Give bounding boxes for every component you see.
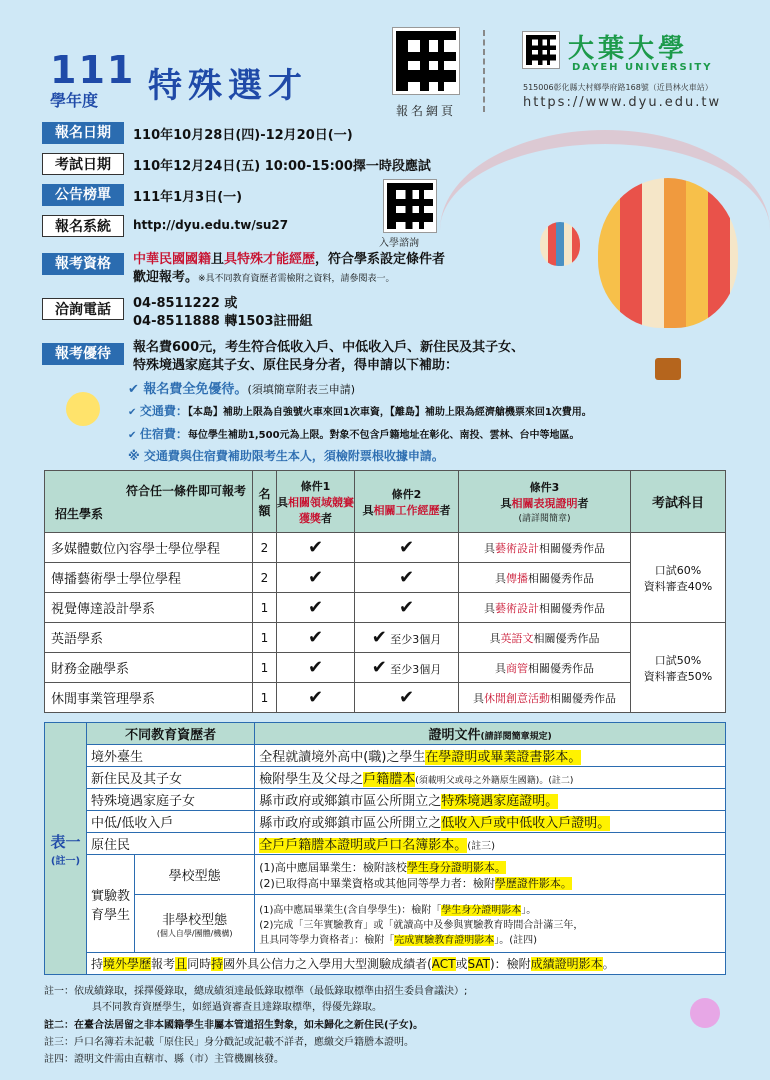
system-label: 報名系統: [42, 215, 124, 237]
condition2-cell: [355, 623, 459, 653]
c3-red: 藝術設計: [495, 601, 539, 615]
doc-highlight: 學歷證件影本。: [494, 876, 572, 890]
benefit-line-2: 特殊境遇家庭其子女、原住民身分者，得申請以下補助：: [133, 358, 459, 373]
condition2-cell: [355, 653, 459, 683]
page-title: 特殊選才: [148, 66, 308, 106]
document-cell: [255, 789, 726, 811]
c3-post: 相關優秀作品: [528, 571, 594, 585]
doc-highlight: 且: [175, 957, 188, 971]
t: 或: [455, 957, 468, 971]
background-cell: 特殊境遇家庭子女: [87, 789, 255, 811]
condition1-red: 相關領域競賽獲獎: [288, 495, 354, 525]
note-2: 註二：在臺合法居留之非本國籍學生非屬本管道招生對象，如未歸化之新住民(子女)。: [44, 1020, 424, 1031]
condition3-header: [459, 471, 631, 533]
registration-qr-code[interactable]: [393, 28, 459, 94]
phone-number-1[interactable]: 04-8511222 或: [133, 296, 238, 311]
c3-red: 傳播: [506, 571, 528, 585]
condition3-title: 條件3: [529, 481, 560, 494]
table-row: [45, 767, 726, 789]
table-row: [45, 855, 726, 895]
doc-highlight: 在學證明或畢業證書影本。: [425, 750, 582, 765]
condition3-red: 相關表現證明: [511, 497, 578, 510]
c3-post: 相關優秀作品: [528, 661, 594, 675]
benefit-fee-text: 報名費全免優待。: [143, 382, 248, 397]
subject-1b: 資料審查40%: [643, 579, 713, 593]
condition2-pre: 具: [362, 503, 374, 517]
dept-quota: 2: [253, 533, 277, 563]
hot-air-balloon-icon: [598, 178, 738, 328]
document-cell: [255, 811, 726, 833]
doc-text: (2)完成「三年實驗教育」或「就讀高中及參與實驗教育時間合計滿三年，: [259, 920, 584, 931]
background-header: 不同教育資歷者: [87, 723, 255, 745]
line-consult-caption: 入學諮詢: [379, 238, 419, 249]
registration-date-value: 110年10月28日(四)-12月20日(一): [133, 128, 353, 143]
doc-highlight: 完成實驗教育證明影本: [394, 935, 495, 946]
document-cell: [255, 833, 726, 855]
c3-red: 藝術設計: [495, 541, 539, 555]
school-type-cell: 學校型態: [135, 855, 255, 895]
check-icon: ✔: [371, 627, 387, 648]
doc-highlight: 特殊境遇家庭證明。: [441, 794, 559, 809]
corner-bottom: 招生學系: [55, 506, 104, 521]
at-least-text: 至少3個月: [390, 663, 442, 676]
condition3-cell: [459, 533, 631, 563]
check-icon: ✔: [355, 683, 459, 713]
benefit-warning: ※ 交通費與住宿費補助限考生本人，須檢附票根收據申請。: [128, 449, 444, 463]
doc-text: 全程就讀境外高中(職)之學生: [259, 750, 426, 765]
announcement-value: 111年1月3日(一): [133, 190, 243, 205]
t: 同時: [187, 957, 212, 971]
registration-date-label: 報名日期: [42, 122, 124, 144]
document-cell: [255, 855, 726, 895]
dept-quota: 1: [253, 683, 277, 713]
qualification-rest: ，符合學系設定條件者: [315, 252, 446, 267]
table-row: [45, 811, 726, 833]
doc-text: 且具同等學力資格者」：檢附「: [259, 935, 395, 946]
corner-header: [45, 471, 253, 533]
c3-pre: 具: [495, 571, 506, 585]
check-icon: ✔: [277, 593, 355, 623]
condition2-red: 相關工作經歷: [373, 503, 440, 517]
university-address: 515006彰化縣大村鄉學府路168號（近員林火車站）: [523, 83, 713, 92]
balloon-basket-icon: [655, 358, 681, 380]
condition3-cell: [459, 683, 631, 713]
note-3: 註三：戶口名簿若未記載「原住民」身分戳記或記載不詳者，應繳交戶籍謄本證明。: [44, 1037, 414, 1048]
benefit-travel-text: 【本島】補助上限為自強號火車來回1次車資，【離島】補助上限為經濟艙機票來回1次費用。: [187, 407, 592, 418]
condition2-header: [355, 471, 459, 533]
doc-highlight: 全戶戶籍謄本證明或戶口名簿影本。: [259, 838, 468, 853]
divider: [483, 30, 485, 112]
qualification-and: 且: [211, 252, 225, 267]
corner-top: 符合任一條件即可報考: [125, 483, 246, 498]
doc-highlight: 學生身分證明影本: [441, 905, 522, 916]
table-row: [45, 895, 726, 953]
doc-highlight: 低收入戶或中低收入戶證明。: [441, 816, 611, 831]
condition1-post: 者: [321, 511, 332, 525]
benefit-stay: [128, 425, 580, 442]
year-subtitle: 學年度: [50, 91, 99, 110]
check-icon: ✔: [277, 653, 355, 683]
doc-highlight: 戶籍謄本: [363, 772, 416, 787]
benefit-stay-text: 每位學生補助1,500元為上限。對象不包含戶籍地址在彰化、南投、雲林、台中等地區。: [187, 430, 580, 441]
small-balloon-icon: [540, 222, 580, 266]
experimental-education-cell: 實驗教育學生: [87, 855, 135, 953]
dept-quota: 1: [253, 593, 277, 623]
doc-text: (2)已取得高中畢業資格或其他同等學力者：檢附: [259, 876, 495, 890]
c3-post: 相關優秀作品: [533, 631, 600, 645]
c3-pre: 具: [484, 601, 495, 615]
subject-cell-2: [631, 623, 726, 713]
dept-quota: 1: [253, 653, 277, 683]
side-title: 表一: [50, 832, 81, 851]
department-table: [44, 470, 726, 713]
documents-title: 證明文件: [428, 728, 481, 743]
documents-note: (請詳閱簡章規定): [480, 732, 552, 742]
doc-text: 」。(註四): [494, 935, 538, 946]
background-cell: 新住民及其子女: [87, 767, 255, 789]
table-row: [45, 683, 726, 713]
benefit-travel: [128, 402, 592, 419]
benefit-travel-label: 交通費：: [139, 404, 188, 418]
table-row: [45, 533, 726, 563]
benefit-label: 報考優待: [42, 343, 124, 365]
table-row: [45, 833, 726, 855]
benefit-line-1: 報名費600元，考生符合低收入戶、中低收入戶、新住民及其子女、: [133, 340, 525, 355]
condition2-title: 條件2: [391, 487, 422, 501]
check-icon: ✔: [355, 593, 459, 623]
c3-post: 相關優秀作品: [539, 541, 605, 555]
doc-text: 檢附學生及父母之: [259, 772, 364, 787]
subject-2a: 口試50%: [654, 653, 702, 667]
condition3-note: (請詳閱簡章): [518, 514, 571, 524]
note-1a: 註一：依成績錄取，採擇優錄取，總成績須達最低錄取標準（最低錄取標準由招生委員會議決）;: [44, 986, 468, 997]
doc-highlight: ACT: [431, 957, 456, 971]
condition3-cell: [459, 593, 631, 623]
table-header-row: [45, 723, 726, 745]
light-bulb-pink-icon: [690, 998, 720, 1028]
non-school-type-note: (個人自學/團體/機構): [156, 928, 233, 938]
doc-text: 」。: [521, 905, 537, 916]
dept-name: 視覺傳達設計學系: [45, 593, 253, 623]
c3-post: 相關優秀作品: [550, 691, 616, 705]
condition1-header: [277, 471, 355, 533]
dept-name: 財務金融學系: [45, 653, 253, 683]
qualification-nationality: 中華民國國籍: [133, 252, 212, 267]
at-least-text: 至少3個月: [390, 633, 442, 646]
table-row: [45, 953, 726, 975]
document-cell: [255, 745, 726, 767]
background-cell: 原住民: [87, 833, 255, 855]
exam-date-value: 110年12月24日(五) 10:00-15:00擇一時段應試: [133, 159, 431, 174]
benefit-fee-note: (須填簡章附表三申請): [247, 383, 356, 396]
document-cell: [255, 767, 726, 789]
qualification-talent: 具特殊才能經歷: [224, 252, 316, 267]
c3-red: 休閒創意活動: [484, 691, 550, 705]
subject-header: 考試科目: [631, 471, 726, 533]
condition3-pre: 具: [500, 497, 512, 510]
c3-post: 相關優秀作品: [539, 601, 605, 615]
qualification-note: ※具不同教育資歷者需檢附之資料，請參閱表一。: [198, 274, 395, 284]
document-cell: [255, 895, 726, 953]
c3-pre: 具: [489, 631, 501, 645]
table-row: [45, 623, 726, 653]
system-url-link[interactable]: http://dyu.edu.tw/su27: [133, 218, 289, 232]
check-icon: ✔: [128, 430, 140, 441]
non-school-type-title: 非學校型態: [162, 912, 228, 928]
t: 持: [91, 957, 104, 971]
phone-label: 洽詢電話: [42, 298, 124, 320]
condition1-title: 條件1: [300, 479, 331, 493]
announcement-label: 公告榜單: [42, 184, 124, 206]
doc-note: (須載明父或母之外籍原生國籍)。(註二): [415, 776, 574, 786]
doc-text: 縣市政府或鄉鎮市區公所開立之: [259, 794, 442, 809]
note-4: 註四：證明文件需由直轄市、縣（市）主管機關核發。: [44, 1054, 284, 1065]
benefit-stay-label: 住宿費：: [139, 427, 188, 441]
line-qr-code[interactable]: [384, 180, 436, 232]
c3-red: 英語文: [500, 631, 534, 645]
dept-name: 休閒事業管理學系: [45, 683, 253, 713]
university-qr-code[interactable]: [523, 32, 559, 68]
dept-name: 傳播藝術學士學位學程: [45, 563, 253, 593]
doc-note: (註三): [467, 841, 496, 852]
doc-text: (1)高中應屆畢業生(含自學學生)：檢附「: [259, 905, 442, 916]
check-icon: ✔: [128, 407, 140, 418]
year-number: 111: [50, 48, 136, 92]
table-header-row: [45, 471, 726, 533]
table-row: [45, 789, 726, 811]
light-bulb-icon: [66, 392, 100, 426]
c3-pre: 具: [473, 691, 484, 705]
check-icon: ✔: [277, 563, 355, 593]
t: 。: [602, 957, 615, 971]
foreign-test-row: [87, 953, 726, 975]
check-icon: ✔: [355, 533, 459, 563]
non-school-type-cell: [135, 895, 255, 953]
side-note: (註一): [50, 855, 81, 867]
dept-name: 多媒體數位內容學士學位學程: [45, 533, 253, 563]
condition1-pre: 具: [277, 495, 288, 509]
check-icon: ✔: [277, 623, 355, 653]
condition3-cell: [459, 623, 631, 653]
check-icon: ✔: [355, 563, 459, 593]
c3-pre: 具: [495, 661, 506, 675]
qualification-line2: [133, 266, 395, 285]
doc-highlight: 學生身分證明影本。: [406, 860, 506, 874]
university-english-name: DAYEH UNIVERSITY: [572, 62, 713, 73]
phone-number-2[interactable]: 04-8511888 轉1503註冊組: [133, 314, 313, 329]
condition3-cell: [459, 653, 631, 683]
qualification-label: 報考資格: [42, 253, 124, 275]
condition3-post: 者: [577, 497, 589, 510]
condition2-post: 者: [439, 503, 451, 517]
table-row: [45, 745, 726, 767]
benefit-fee: [128, 378, 355, 397]
doc-highlight: SAT: [467, 957, 490, 971]
documents-header: [255, 723, 726, 745]
t: )：檢附: [489, 957, 531, 971]
doc-highlight: 成績證明影本: [530, 957, 603, 971]
dept-quota: 1: [253, 623, 277, 653]
check-icon: ✔: [371, 657, 387, 678]
university-name: 大葉大學: [568, 34, 689, 64]
table-side-label: [45, 723, 87, 975]
doc-text: 縣市政府或鄉鎮市區公所開立之: [259, 816, 442, 831]
check-icon: ✔: [277, 533, 355, 563]
doc-highlight: 境外學歷: [103, 957, 152, 971]
subject-cell-1: [631, 533, 726, 623]
subject-2b: 資料審查50%: [643, 669, 713, 683]
education-background-table: [44, 722, 726, 975]
quota-header: 名額: [253, 471, 277, 533]
c3-pre: 具: [484, 541, 495, 555]
dept-quota: 2: [253, 563, 277, 593]
check-icon: ✔: [277, 683, 355, 713]
qualification-text: [133, 248, 445, 267]
check-icon: ✔: [128, 382, 144, 397]
t: 國外具公信力之入學用大型測驗成績者(: [223, 957, 432, 971]
doc-text: (1)高中應屆畢業生：檢附該校: [259, 860, 407, 874]
exam-date-label: 考試日期: [42, 153, 124, 175]
condition3-cell: [459, 563, 631, 593]
t: 報考: [151, 957, 176, 971]
qr-caption: 報名網頁: [396, 104, 457, 118]
table-row: [45, 653, 726, 683]
note-1b: 具不同教育資歷學生，如經過資審查且達錄取標準，得優先錄取。: [92, 1002, 382, 1013]
qualification-welcome: 歡迎報考。: [133, 270, 199, 285]
subject-1a: 口試60%: [654, 563, 702, 577]
university-website-link[interactable]: https://www.dyu.edu.tw: [523, 95, 722, 110]
background-cell: 中低/低收入戶: [87, 811, 255, 833]
dept-name: 英語學系: [45, 623, 253, 653]
doc-highlight: 持: [211, 957, 224, 971]
background-cell: 境外臺生: [87, 745, 255, 767]
c3-red: 商管: [506, 661, 528, 675]
table-row: [45, 563, 726, 593]
table-row: [45, 593, 726, 623]
